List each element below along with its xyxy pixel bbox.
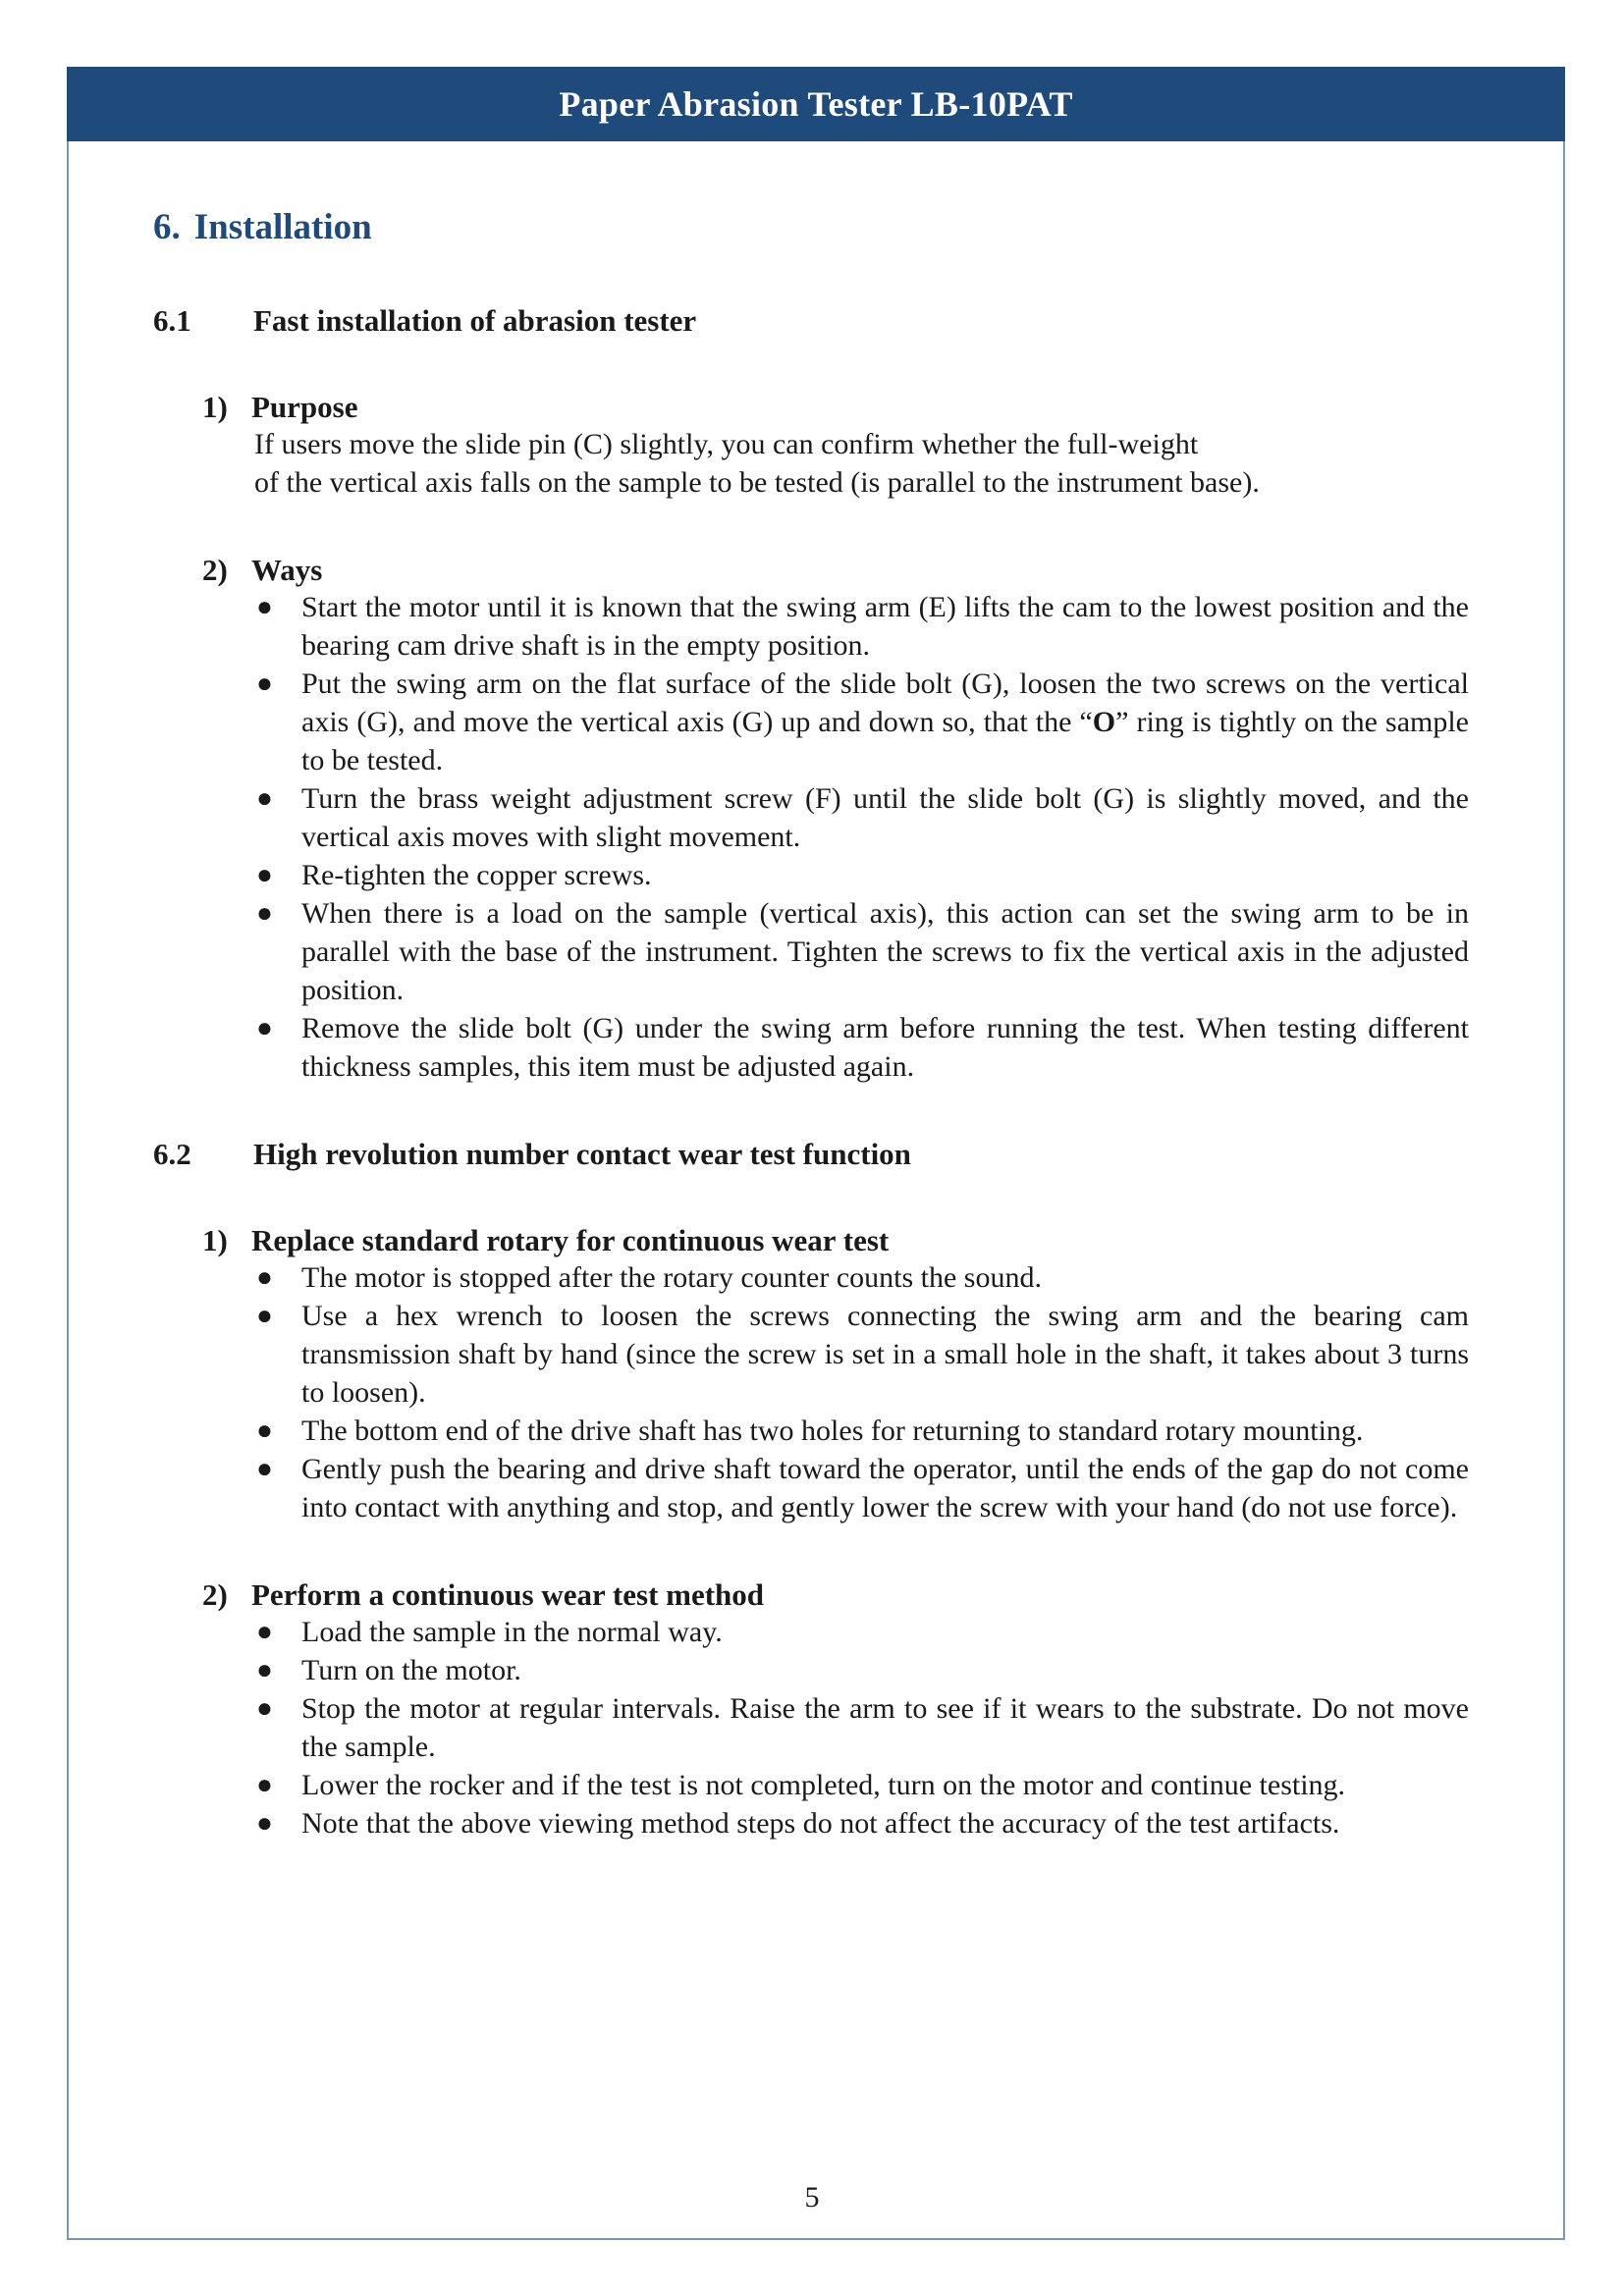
paragraph-line: of the vertical axis falls on the sample to be tested (is parallel to the instrument base). xyxy=(254,466,1260,499)
bullet-icon: ● xyxy=(256,860,273,890)
list-item xyxy=(254,1258,1469,1297)
bullet-icon: ● xyxy=(256,592,273,622)
subsection-heading-6-1 xyxy=(153,303,1469,339)
section-title: Installation xyxy=(193,207,372,247)
list-item-text: The bottom end of the drive shaft has two holes for returning to standard rotary mounting. xyxy=(301,1415,1364,1447)
item-number: 2) xyxy=(202,553,228,587)
list-item-text: Turn the brass weight adjustment screw (F) until the slide bolt (G) is slightly moved, and the vertical axis moves with slight movement. xyxy=(301,782,1469,853)
paragraph-line: If users move the slide pin (C) slightly, you can confirm whether the full-weight xyxy=(254,428,1199,460)
list-item-text-tail: ” ring is tightly on the sample to be tested. xyxy=(301,706,1470,776)
item-number: 1) xyxy=(202,390,228,424)
item-number: 1) xyxy=(202,1223,228,1257)
page-number: 5 xyxy=(804,2181,820,2214)
list-item xyxy=(254,1412,1469,1450)
section-number: 6. xyxy=(153,207,181,247)
bullet-icon: ● xyxy=(256,1415,273,1446)
list-item-text: Re-tighten the copper screws. xyxy=(301,859,652,891)
item-number: 2) xyxy=(202,1577,228,1612)
purpose-paragraph xyxy=(254,425,1469,502)
bullet-icon: ● xyxy=(256,1770,273,1800)
list-item xyxy=(254,1009,1469,1086)
bullet-icon: ● xyxy=(256,1301,273,1331)
list-item-text: Load the sample in the normal way. xyxy=(301,1616,723,1648)
list-item xyxy=(254,1450,1469,1526)
bullet-icon: ● xyxy=(256,1013,273,1043)
item-heading-replace xyxy=(202,1223,1469,1258)
bullet-icon: ● xyxy=(256,898,273,929)
list-item-text: The motor is stopped after the rotary counter counts the sound. xyxy=(301,1261,1042,1294)
list-item xyxy=(254,894,1469,1009)
list-item xyxy=(254,1804,1469,1842)
item-title: Perform a continuous wear test method xyxy=(251,1577,765,1612)
item-heading-ways xyxy=(202,553,1469,588)
replace-list xyxy=(254,1258,1469,1526)
list-item-text: Stop the motor at regular intervals. Raise the arm to see if it wears to the substrate. Do not move the sample. xyxy=(301,1692,1469,1763)
item-heading-purpose xyxy=(202,390,1469,425)
bullet-icon: ● xyxy=(256,1655,273,1685)
bullet-icon: ● xyxy=(256,1262,273,1293)
list-item xyxy=(254,588,1469,665)
item-title: Purpose xyxy=(251,390,358,424)
list-item-text: Use a hex wrench to loosen the screws connecting the swing arm and the bearing cam transmission shaft by hand (since the screw is set in a small hole in the shaft, it takes about 3 turns to loosen). xyxy=(301,1300,1469,1409)
perform-list xyxy=(254,1613,1469,1842)
list-item xyxy=(254,1613,1469,1651)
ways-list xyxy=(254,588,1469,1086)
subsection-title: Fast installation of abrasion tester xyxy=(253,303,697,338)
list-item xyxy=(254,1766,1469,1804)
list-item xyxy=(254,1689,1469,1766)
subsection-heading-6-2 xyxy=(153,1137,1469,1172)
bullet-icon: ● xyxy=(256,668,273,699)
bullet-icon: ● xyxy=(256,1454,273,1484)
list-item-text: Start the motor until it is known that the swing arm (E) lifts the cam to the lowest position and the bearing cam drive shaft is in the empty position. xyxy=(301,591,1469,662)
item-title: Replace standard rotary for continuous wear test xyxy=(251,1223,890,1257)
subsection-title: High revolution number contact wear test function xyxy=(253,1137,911,1171)
list-item-text: When there is a load on the sample (vertical axis), this action can set the swing arm to be in parallel with the base of the instrument. Tighten the screws to fix the vertical axis in the adjusted position. xyxy=(301,897,1469,1006)
list-item-text: Note that the above viewing method steps do not affect the accuracy of the test artifacts. xyxy=(301,1807,1340,1840)
subsection-number: 6.1 xyxy=(153,303,191,338)
bullet-icon: ● xyxy=(256,783,273,814)
document-header xyxy=(67,67,1565,141)
bullet-icon: ● xyxy=(256,1693,273,1724)
list-item xyxy=(254,779,1469,856)
item-title: Ways xyxy=(251,553,323,587)
page-content xyxy=(153,196,1469,1842)
list-item xyxy=(254,665,1469,779)
list-item xyxy=(254,1297,1469,1412)
subsection-number: 6.2 xyxy=(153,1137,191,1171)
bullet-icon: ● xyxy=(256,1617,273,1647)
list-item-text: Gently push the bearing and drive shaft toward the operator, until the ends of the gap do not come into contact with anything and stop, and gently lower the screw with your hand (do not use force). xyxy=(301,1453,1469,1523)
list-item xyxy=(254,1651,1469,1689)
document-title: Paper Abrasion Tester LB-10PAT xyxy=(559,84,1073,124)
section-heading xyxy=(153,206,1469,248)
list-item-text: Remove the slide bolt (G) under the swing arm before running the test. When testing different thickness samples, this item must be adjusted again. xyxy=(301,1012,1469,1083)
list-item-text: Put the swing arm on the flat surface of the slide bolt (G), loosen the two screws on the vertical axis (G), and move the vertical axis (G) up and down so, that the “ xyxy=(301,667,1469,738)
item-heading-perform xyxy=(202,1577,1469,1613)
list-item xyxy=(254,856,1469,894)
list-item-text: Lower the rocker and if the test is not completed, turn on the motor and continue testing. xyxy=(301,1769,1346,1801)
o-ring-letter: O xyxy=(1092,706,1116,738)
bullet-icon: ● xyxy=(256,1808,273,1839)
list-item-text: Turn on the motor. xyxy=(301,1654,521,1686)
